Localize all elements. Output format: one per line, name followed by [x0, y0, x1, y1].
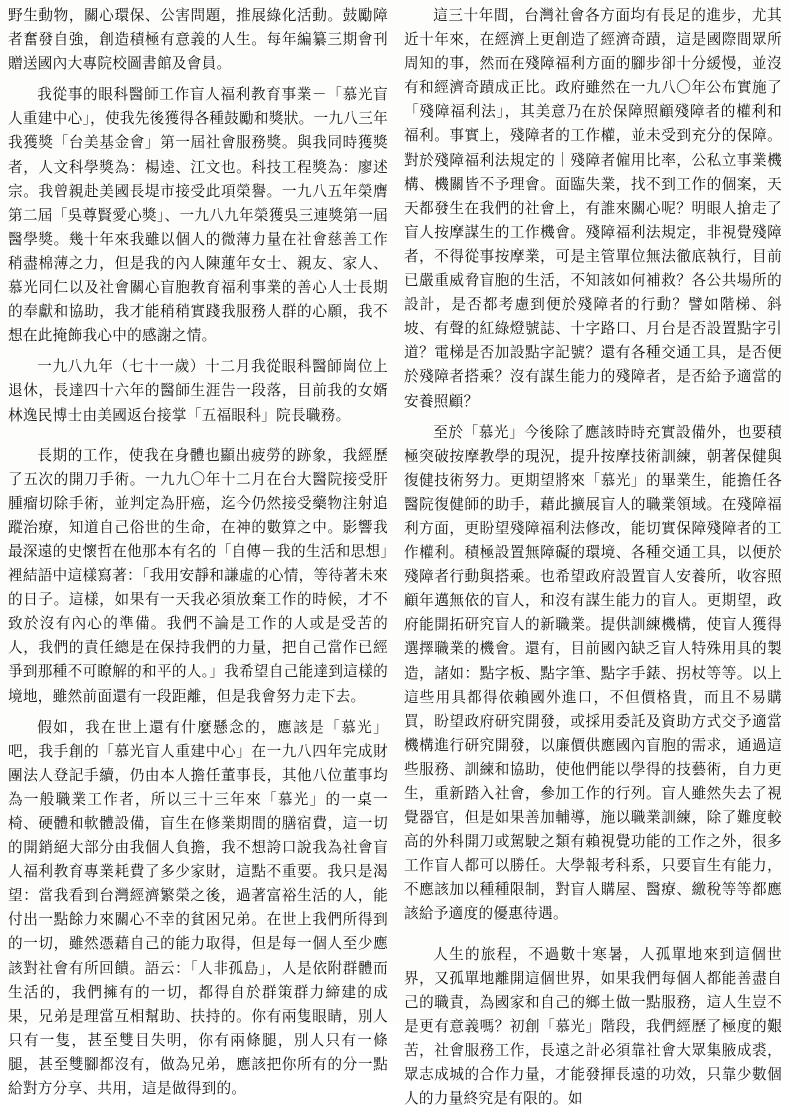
- paragraph-future-hopes: 至於「慕光」今後除了應該時時充實設備外，也要積極突破按摩教學的現況，提升按摩技術訓練，朝著保健與復健技術努力。更期望將來「慕光」的畢業生，能擔任各醫院復健師的助手，藉此擴展盲人的職業領域。在殘障福利方面，更盼望殘障福利法修改，能切實保障殘障者的工作權利。積極設置無障礙的環境、各種交通工具，以便於殘障者行動與搭乘。也希望政府設置盲人安養所，收容照顧年邁無依的盲人，和沒有謀生能力的盲人。更期望，政府能開拓研究盲人的新職業。提供訓練機構，使盲人獲得選擇職業的機會。還有，目前國內缺乏盲人特殊用具的製造，諸如：點字板、點字筆、點字手錶、拐杖等等。以上這些用具都得依賴國外進口，不但價格貴，而且不易購買，盼望政府研究開發，或採用委託及資助方式交予適當機構進行研究開發，以廉價供應國內盲胞的需求，通過這些服務、訓練和協助，使他們能以學得的技藝術，自力更生，重新踏入社會，參加工作的行列。盲人雖然失去了視覺器官，但是如果善加輔導，施以職業訓練，除了難度較高的外科開刀或駕駛之類有賴視覺功能的工作之外，很多工作盲人都可以勝任。大學報考科系，只要盲生有能力，不應該加以種種限制，對盲人購屋、醫療、繳稅等等都應該給予適度的優惠待遇。: [404, 423, 782, 923]
- paragraph-mu-guang: 假如，我在世上還有什麼懸念的，應該是「慕光」吧，我手創的「慕光盲人重建中心」在一九八四年完成財團法人登記手續，仍由本人擔任董事長，其他八位董事均為一般職業工作者，所以三十三年來「慕光」的一桌一椅、硬體和軟體設備，盲生在修業期間的膳宿費，這一切的開銷絕大部分由我個人負擔，我不想誇口說我為社會盲人福利教育專業耗費了多少家財，這點不重要。我只是渴望：當我看到台灣經濟繁榮之後，過著富裕生活的人，能付出一點餘力來關心不幸的貧困兄弟。在世上我們所得到的一切，雖然憑藉自己的能力取得，但是每一個人至少應該對社會有所回饋。語云：「人非孤島」，人是依附群體而生活的，我們擁有的一切，都得自於群策群力締建的成果，兄弟是理當互相幫助、扶持的。你有兩隻眼睛，別人只有一隻，甚至雙目失明，你有兩條腿，別人只有一條腿，甚至雙腳都沒有，做為兄弟，應該把你所有的分一點給對方分享、共用，這是做得到的。: [8, 718, 388, 1098]
- paragraph-retirement: 一九八九年（七十一歲）十二月我從眼科醫師崗位上退休，長達四十六年的醫師生涯告一段落，目前我的女婿林逸民博士由美國返台接掌「五福眼科」院長職務。: [8, 358, 388, 424]
- paragraph-disability-welfare: 這三十年間，台灣社會各方面均有長足的進步，尤其近十年來，在經濟上更創造了經濟奇蹟，這是國際間眾所周知的事，然而在殘障福利方面的腳步卻十分緩慢，並沒有和經濟奇蹟成正比。政府雖然在一九八〇年公布實施了「殘障福利法」，其美意乃在於保障照顧殘障者的權利和福利。事實上，殘障者的工作權，並未受到充分的保障。對於殘障福利法規定的｜殘障者僱用比率，公私立事業機構、機關皆不予理會。面臨失業，找不到工作的個案，天天都發生在我們的社會上，有誰來關心呢？明眼人搶走了盲人按摩謀生的工作機會。殘障福利法規定，非視覺殘障者，不得從事按摩業，可是主管單位無法徹底執行，目前已嚴重威脅盲胞的生活，不知該如何補救？各公共場所的設計，是否都考慮到便於殘障者的行動？譬如階梯、斜坡、有聲的紅綠燈號誌、十字路口、月台是否設置點字引道？電梯是否加設點字記號？還有各種交通工具，是否便於殘障者搭乘？沒有謀生能力的殘障者，是否給予適當的安養照顧？: [404, 7, 782, 410]
- paragraph-awards: 我從事的眼科醫師工作盲人福利教育事業－「慕光盲人重建中心」，使我先後獲得各種鼓勵和獎狀。一九八三年我獲獎「台美基金會」第一屆社會服務獎。與我同時獲獎者，人文科學獎為：楊逵、江文也。科技工程獎為：廖述宗。我曾親赴美國長堤市接受此項榮譽。一九八五年榮膺第二屆「吳尊賢愛心獎」、一九八九年榮獲吳三連獎第一屆醫學獎。幾十年來我雖以個人的微薄力量在社會慈善工作稍盡棉薄之力，但是我的內人陳蓮年女士、親友、家人、慕光同仁以及社會關心盲胞教育福利事業的善心人士長期的奉獻和協助，我才能稍稍實踐我服務人群的心願，我不想在此掩飾我心中的感謝之情。: [8, 86, 388, 345]
- paragraph-continuation: 野生動物，關心環保、公害問題，推展綠化活動。鼓勵障者奮發自強，創造積極有意義的人生。每年編纂三期會刊贈送國內大專院校圖書館及會員。: [8, 7, 388, 73]
- right-text-column: [404, 4, 782, 1108]
- paragraph-health: 長期的工作，使我在身體也顯出疲勞的跡象，我經歷了五次的開刀手術。一九九〇年十二月在台大醫院接受肝腫瘤切除手術，並判定為肝癌，迄今仍然接受藥物注射追蹤治療，知道自己俗世的生命，在神的數算之中。影響我最深遠的史懷哲在他那本有名的「自傳－我的生活和思想」裡結語中這樣寫著：「我用安靜和謙虛的心情，等待著未來的日子。這樣，如果有一天我必須放棄工作的時候，才不致於沒有內心的準備。我們不論是工作的人或是受苦的人，我們的責任總是在保持我們的力量，把自己當作已經爭到那種不可瞭解的和平的人。」我希望自己能達到這樣的境地，雖然前面還有一段距離，但是我會努力走下去。: [8, 446, 388, 705]
- paragraph-life-journey: 人生的旅程，不過數十寒暑，人孤單地來到這個世界，又孤單地離開這個世界，如果我們每個人都能善盡自己的職責，為國家和自己的鄉土做一點服務，這人生豈不是更有意義嗎？初創「慕光」階段，我們經歷了極度的艱苦，社會服務工作，長遠之計必須靠社會大眾集腋成裘，眾志成城的合作力量，才能發揮長遠的功效，只靠少數個人的力量終究是有限的。如: [404, 945, 782, 1108]
- left-text-column: [8, 4, 388, 1098]
